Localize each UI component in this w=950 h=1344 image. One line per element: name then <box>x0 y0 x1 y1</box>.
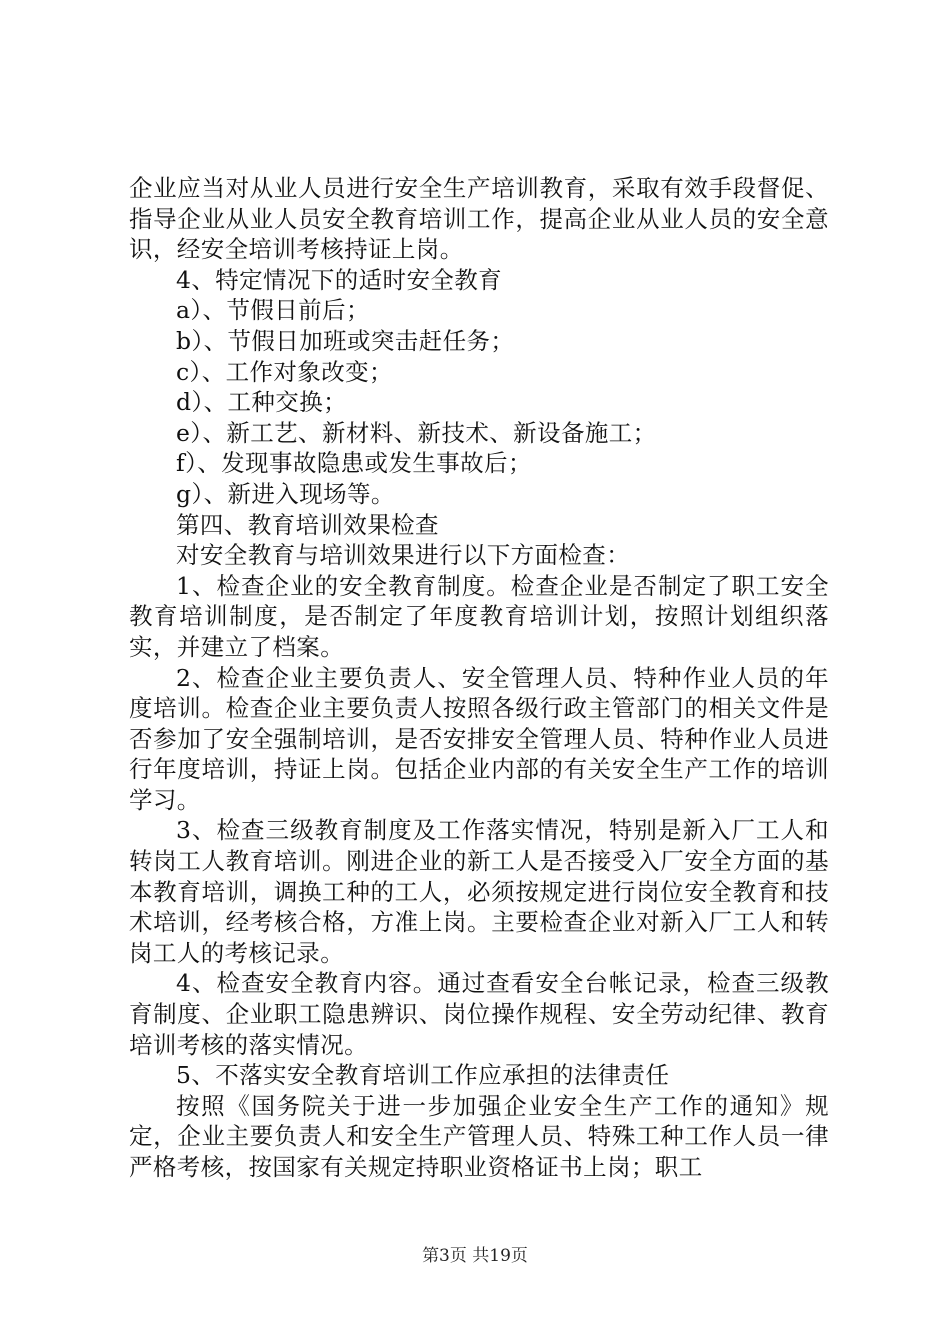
list-item: a）、节假日前后； <box>176 296 370 325</box>
paragraph: 2、检查企业主要负责人、安全管理人员、特种作业人员的年度培训。检查企业主要负责人按照各级行政主管部门的相关文件是否参加了安全强制培训，是否安排安全管理人员、特种作业人员进行年度培训，持证上岗。包括企业内部的有关安全生产工作的培训学习。 <box>129 663 829 814</box>
paragraph: 按照《国务院关于进一步加强企业安全生产工作的通知》规定，企业主要负责人和安全生产管理人员、特殊工种工作人员一律严格考核，按国家有关规定持职业资格证书上岗；职工 <box>129 1091 829 1181</box>
paragraph: 5、不落实安全教育培训工作应承担的法律责任 <box>176 1061 670 1090</box>
list-item: b）、节假日加班或突击赶任务； <box>176 326 515 355</box>
paragraph: 企业应当对从业人员进行安全生产培训教育，采取有效手段督促、指导企业从业人员安全教育培训工作，提高企业从业人员的安全意识，经安全培训考核持证上岗。 <box>129 174 829 264</box>
paragraph: 4、特定情况下的适时安全教育 <box>176 265 503 294</box>
document-body <box>129 173 829 1183</box>
paragraph: 1、检查企业的安全教育制度。检查企业是否制定了职工安全教育培训制度，是否制定了年度教育培训计划，按照计划组织落实，并建立了档案。 <box>129 571 829 661</box>
list-item: c）、工作对象改变； <box>176 357 393 386</box>
list-item: f）、发现事故隐患或发生事故后； <box>176 449 532 478</box>
list-item: d）、工种交换； <box>176 388 347 417</box>
section-heading: 第四、教育培训效果检查 <box>176 510 439 539</box>
page-number-footer: 第3页 共19页 <box>422 1246 528 1266</box>
paragraph: 4、检查安全教育内容。通过查看安全台帐记录，检查三级教育制度、企业职工隐患辨识、岗位操作规程、安全劳动纪律、教育培训考核的落实情况。 <box>129 969 829 1059</box>
list-item: g）、新进入现场等。 <box>176 479 395 508</box>
paragraph: 对安全教育与培训效果进行以下方面检查： <box>176 541 631 570</box>
paragraph: 3、检查三级教育制度及工作落实情况，特别是新入厂工人和转岗工人教育培训。刚进企业的新工人是否接受入厂安全方面的基本教育培训，调换工种的工人，必须按规定进行岗位安全教育和技术培训，经考核合格，方准上岗。主要检查企业对新入厂工人和转岗工人的考核记录。 <box>129 816 829 967</box>
list-item: e）、新工艺、新材料、新技术、新设备施工； <box>176 418 657 447</box>
